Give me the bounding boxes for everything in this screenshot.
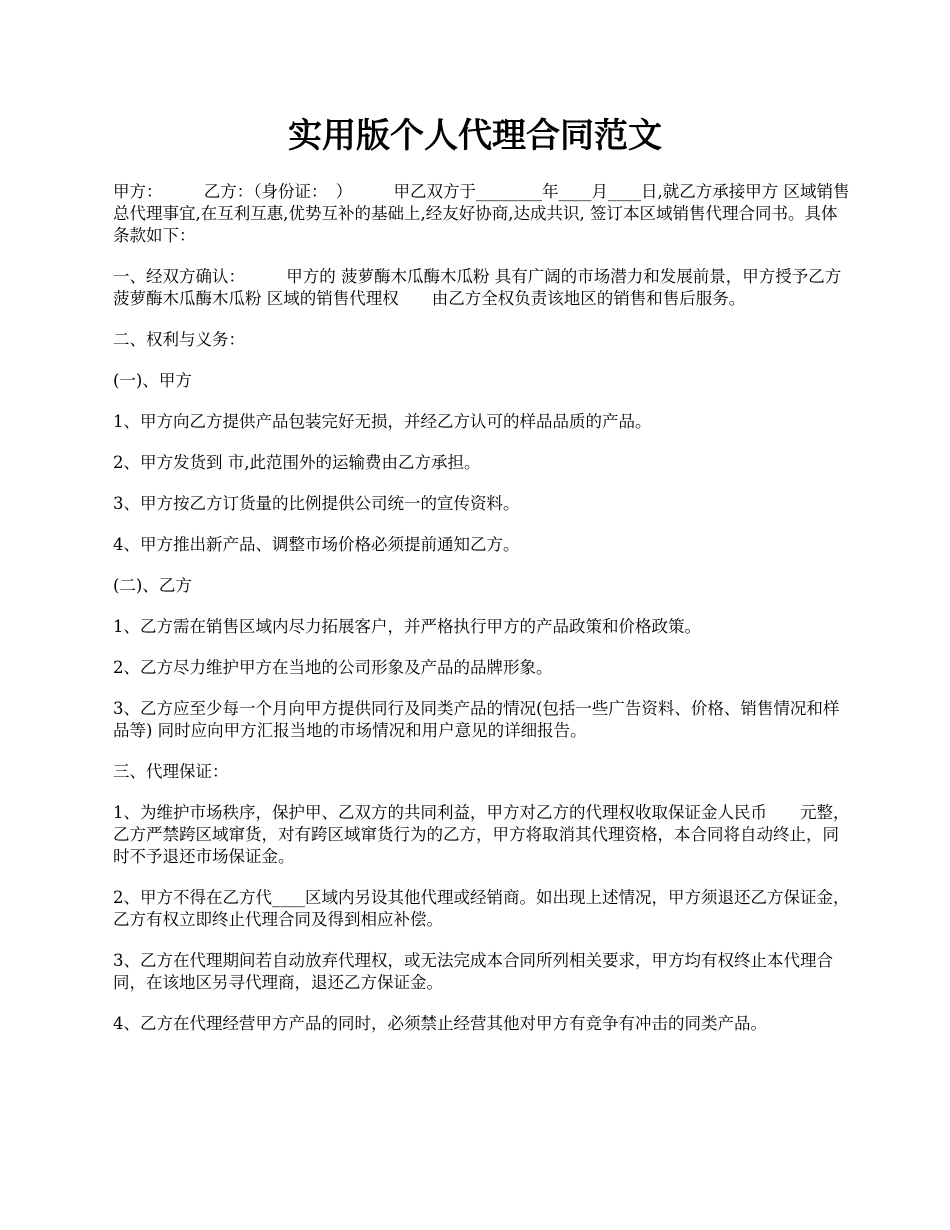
section-heading-guarantee: 三、代理保证： <box>113 762 229 781</box>
subsection-heading-party-a: (一)、甲方 <box>113 371 192 390</box>
subsection-heading-party-b: (二)、乙方 <box>113 576 192 595</box>
section-heading-rights: 二、权利与义务： <box>113 330 245 349</box>
list-item: 3、甲方按乙方订货量的比例提供公司统一的宣传资料。 <box>113 494 520 513</box>
list-item: 1、为维护市场秩序，保护甲、乙双方的共同利益，甲方对乙方的代理权收取保证金人民币 元整，乙方严禁跨区域窜货，对有跨区域窜货行为的乙方，甲方将取消其代理资格，本合同将自动终止，同时不予退还市场保证金。 <box>113 803 850 866</box>
list-item: 4、乙方在代理经营甲方产品的同时，必须禁止经营其他对甲方有竞争有冲击的同类产品。 <box>113 1014 767 1033</box>
list-item: 2、甲方不得在乙方代____区域内另设其他代理或经销商。如出现上述情况，甲方须退还乙方保证金，乙方有权立即终止代理合同及得到相应补偿。 <box>113 888 850 929</box>
list-item: 3、乙方应至少每一个月向甲方提供同行及同类产品的情况(包括一些广告资料、价格、销售情况和样品等) 同时应向甲方汇报当地的市场情况和用户意见的详细报告。 <box>113 699 840 740</box>
list-item: 2、甲方发货到 市,此范围外的运输费由乙方承担。 <box>113 453 481 472</box>
list-item: 2、乙方尽力维护甲方在当地的公司形象及产品的品牌形象。 <box>113 658 553 677</box>
paragraph-parties: 甲方： 乙方：（身份证： ） 甲乙双方于________年____月____日,就乙方承接甲方 区域销售总代理事宜,在互利互惠,优势互补的基础上,经友好协商,达成共识, 签订本区域销售代理合同书。具体条款如下： <box>113 182 850 245</box>
list-item: 4、甲方推出新产品、调整市场价格必须提前通知乙方。 <box>113 535 520 554</box>
paragraph-clause-1: 一、经双方确认： 甲方的 菠萝酶木瓜酶木瓜粉 具有广阔的市场潜力和发展前景，甲方授予乙方 菠萝酶木瓜酶木瓜粉 区域的销售代理权 由乙方全权负责该地区的销售和售后服务。 <box>113 267 842 308</box>
document-body <box>113 181 850 1054</box>
document-title: 实用版个人代理合同范文 <box>288 116 662 156</box>
list-item: 3、乙方在代理期间若自动放弃代理权，或无法完成本合同所列相关要求，甲方均有权终止本代理合同，在该地区另寻代理商，退还乙方保证金。 <box>113 951 833 992</box>
list-item: 1、乙方需在销售区域内尽力拓展客户，并严格执行甲方的产品政策和价格政策。 <box>113 617 701 636</box>
list-item: 1、甲方向乙方提供产品包装完好无损，并经乙方认可的样品品质的产品。 <box>113 412 652 431</box>
